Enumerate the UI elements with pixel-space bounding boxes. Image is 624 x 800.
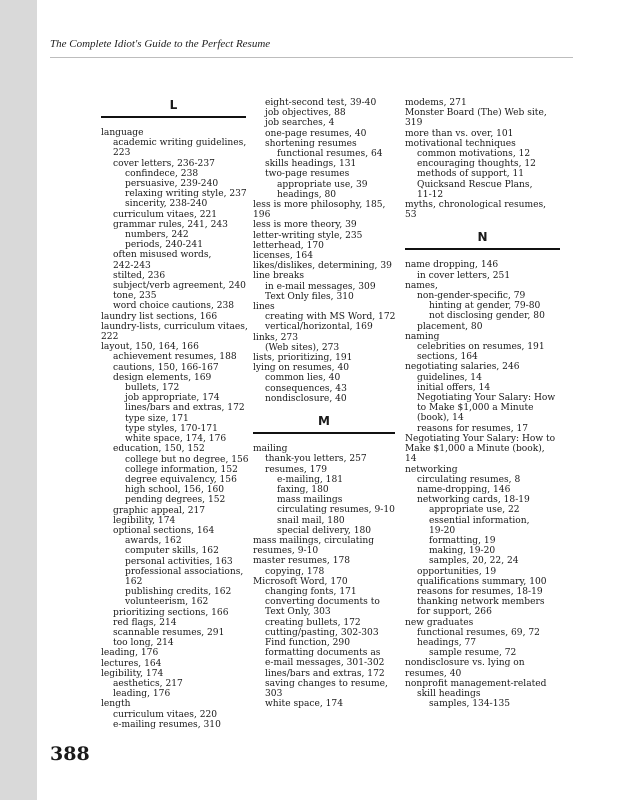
index-subentry: job searches, 4 [265,118,335,129]
index-entry-continuation: 196 [253,210,271,221]
index-subentry: Negotiating Your Salary: How [417,393,556,404]
index-subentry: common motivations, 12 [417,149,531,160]
index-column-2 [253,98,395,709]
index-subentry: white space, 174, 176 [125,434,227,445]
index-subentry: graphic appeal, 217 [113,505,206,516]
section-heading-n [405,230,560,260]
index-subentry: white space, 174 [265,699,343,710]
page-gutter [0,0,37,800]
index-subentry: professional associations, [125,566,244,577]
index-entry: laundry-lists, curriculum vitaes, [101,321,248,332]
index-subentry: common lies, 40 [265,373,341,384]
section-spacer [253,404,395,414]
index-subentry: achievement resumes, 188 [113,352,237,363]
section-rule [101,116,246,118]
index-subentry: personal activities, 163 [125,556,233,567]
page-number: 388 [50,743,90,765]
index-subentry: high school, 156, 160 [125,485,225,496]
index-subentry: persuasive, 239-240 [125,179,219,190]
index-subentry: resumes, 179 [265,464,328,475]
index-subentry: in e-mail messages, 309 [265,281,376,292]
index-subentry: functional resumes, 64 [277,149,383,160]
index-entry: lying on resumes, 40 [253,363,350,374]
index-subentry: lines/bars and extras, 172 [265,668,385,679]
section-letter: L [169,98,178,112]
index-subentry: skills headings, 131 [265,159,357,170]
index-entry: line breaks [253,271,305,282]
index-entry: layout, 150, 164, 166 [101,342,199,353]
index-subentry: e-mailing resumes, 310 [113,719,221,730]
index-subentry: pending degrees, 152 [125,495,226,506]
index-entry: length [101,699,131,710]
index-subentry: sections, 164 [417,352,478,363]
index-subentry: headings, 80 [277,189,337,200]
index-entry-continuation: 19-20 [429,525,456,536]
index-subentry: not disclosing gender, 80 [429,311,545,322]
index-subentry: relaxing writing style, 237 [125,189,247,200]
index-entry-continuation: e-mail messages, 301-302 [265,658,385,669]
index-entry: naming [405,331,440,342]
index-subentry: opportunities, 19 [417,566,497,577]
index-subentry: essential information, [429,515,530,526]
index-subentry: cautions, 150, 166-167 [113,362,219,373]
index-subentry: sample resume, 72 [429,648,517,659]
index-subentry: curriculum vitaes, 221 [113,209,218,220]
index-subentry: job appropriate, 174 [125,393,220,404]
section-heading-l [101,98,246,128]
section-heading-m [253,414,395,444]
index-subentry: degree equivalency, 156 [125,474,237,485]
index-subentry: placement, 80 [417,321,483,332]
index-entry: master resumes, 178 [253,556,351,567]
index-subentry: computer skills, 162 [125,546,219,557]
index-subentry: bullets, 172 [125,383,180,394]
index-subentry: education, 150, 152 [113,444,205,455]
section-spacer [405,220,560,230]
index-entry: licenses, 164 [253,251,314,262]
index-entry: laundry list sections, 166 [101,311,218,322]
index-subentry: two-page resumes [265,169,350,180]
index-subentry: prioritizing sections, 166 [113,607,229,618]
index-entry: networking [405,464,458,475]
index-subentry: formatting, 19 [429,535,496,546]
index-subentry: eight-second test, 39-40 [265,98,377,108]
index-subentry: one-page resumes, 40 [265,128,367,139]
index-subentry: grammar rules, 241, 243 [113,219,228,230]
index-subentry: publishing credits, 162 [125,587,232,598]
index-entry: leading, 176 [101,648,159,659]
index-subentry: stilted, 236 [113,270,166,281]
index-subentry: tone, 235 [113,291,157,302]
index-subentry: encouraging thoughts, 12 [417,159,536,170]
index-entry: name dropping, 146 [405,260,499,271]
index-subentry: numbers, 242 [125,230,189,241]
index-column-1 [101,98,249,730]
index-subentry: lines/bars and extras, 172 [125,403,245,414]
index-entry: nonprofit management-related [405,678,547,689]
index-subentry: saving changes to resume, [265,678,388,689]
index-entry: lectures, 164 [101,658,162,669]
index-entry: mailing [253,444,288,455]
index-entry-continuation: 319 [405,118,423,129]
index-entry: less is more theory, 39 [253,220,357,231]
index-subentry: thank-you letters, 257 [265,454,367,465]
index-entry-continuation: Text Only, 303 [265,607,331,618]
index-subentry: changing fonts, 171 [265,586,357,597]
index-subentry: non-gender-specific, 79 [417,291,526,302]
index-entry: language [101,128,144,138]
index-entry: links, 273 [253,332,298,343]
running-header: The Complete Idiot's Guide to the Perfect Resume [50,38,271,50]
index-entry: less is more philosophy, 185, [253,200,386,211]
index-subentry: academic writing guidelines, [113,138,247,149]
index-subentry: functional resumes, 69, 72 [417,627,540,638]
index-subentry: consequences, 43 [265,383,347,394]
index-subentry: appropriate use, 22 [429,505,520,516]
index-subentry: too long, 214 [113,638,174,649]
index-subentry: Quicksand Rescue Plans, [417,179,533,190]
index-subentry: volunteerism, 162 [125,597,209,608]
index-entry: nondisclosure vs. lying on [405,658,525,669]
index-subentry: to Make $1,000 a Minute [417,403,534,414]
section-letter: N [477,230,488,245]
index-subentry: vertical/horizontal, 169 [265,322,373,333]
index-subentry: thanking network members [417,597,545,608]
index-subentry: job objectives, 88 [265,108,346,119]
index-subentry: in cover letters, 251 [417,270,511,281]
index-subentry: red flags, 214 [113,617,177,628]
index-subentry: (book), 14 [417,413,464,424]
index-subentry: copying, 178 [265,566,325,577]
index-subentry: design elements, 169 [113,372,212,383]
index-subentry: headings, 77 [417,637,477,648]
index-entry: mass mailings, circulating [253,535,375,546]
index-subentry: cover letters, 236-237 [113,158,215,169]
index-subentry: creating with MS Word, 172 [265,312,396,323]
index-entry: modems, 271 [405,98,467,108]
index-entry: Negotiating Your Salary: How to [405,433,556,444]
index-subentry: faxing, 180 [277,484,329,495]
index-entry: negotiating salaries, 246 [405,362,520,373]
index-subentry: celebrities on resumes, 191 [417,342,545,353]
index-subentry: aesthetics, 217 [113,678,183,689]
index-subentry: initial offers, 14 [417,382,491,393]
index-subentry: awards, 162 [125,536,182,547]
index-subentry: methods of support, 11 [417,169,525,180]
index-subentry: scannable resumes, 291 [113,627,225,638]
section-rule [253,432,395,434]
index-subentry: formatting documents as [265,648,381,659]
index-subentry: type size, 171 [125,413,189,424]
index-entry-continuation: 303 [265,688,283,699]
index-subentry: nondisclosure, 40 [265,393,347,404]
index-entry-continuation: 53 [405,210,417,221]
section-letter: M [318,414,330,429]
index-subentry: college information, 152 [125,464,238,475]
index-entry: new graduates [405,617,474,628]
index-subentry: name-dropping, 146 [417,484,511,495]
index-entry-continuation: for support, 266 [417,607,492,618]
index-entry: motivational techniques [405,138,516,149]
index-entry: lines [253,302,275,313]
index-subentry: samples, 20, 22, 24 [429,556,519,567]
index-subentry: qualifications summary, 100 [417,576,547,587]
index-subentry: subject/verb agreement, 240 [113,281,246,292]
index-subentry: mass mailings [277,495,343,506]
index-entry-continuation: resumes, 40 [405,668,462,679]
index-subentry: curriculum vitaes, 220 [113,709,218,720]
index-subentry: making, 19-20 [429,546,496,557]
index-subentry: often misused words, [113,250,212,261]
index-entry: letterhead, 170 [253,240,324,251]
index-subentry: Find function, 290 [265,637,350,648]
index-entry: Microsoft Word, 170 [253,576,348,587]
index-entry: lists, prioritizing, 191 [253,353,353,364]
index-subentry: type styles, 170-171 [125,423,218,434]
index-subentry: cutting/pasting, 302-303 [265,627,379,638]
index-entry: Monster Board (The) Web site, [405,108,547,119]
index-subentry: circulating resumes, 8 [417,474,521,485]
index-subentry: appropriate use, 39 [277,179,368,190]
index-subentry: sincerity, 238-240 [125,199,208,210]
index-subentry: periods, 240-241 [125,240,203,251]
index-column-3 [405,98,560,709]
index-entry: myths, chronological resumes, [405,200,547,211]
index-subentry: Text Only files, 310 [265,291,354,302]
index-subentry: leading, 176 [113,689,171,700]
index-subentry: snail mail, 180 [277,515,345,526]
index-subentry: confindece, 238 [125,168,199,179]
index-subentry: samples, 134-135 [429,699,511,710]
index-entry-continuation: 162 [125,576,143,587]
index-subentry: reasons for resumes, 18-19 [417,586,543,597]
index-subentry: legibility, 174 [113,515,176,526]
section-rule [405,248,560,250]
index-subentry: reasons for resumes, 17 [417,423,529,434]
index-entry-continuation: 242-243 [113,260,151,271]
index-subentry: networking cards, 18-19 [417,495,530,506]
index-subentry: converting documents to [265,597,380,608]
index-subentry: skill headings [417,688,481,699]
index-entry-continuation: 11-12 [417,189,444,200]
index-subentry: circulating resumes, 9-10 [277,505,395,516]
index-entry: legibility, 174 [101,668,164,679]
index-subentry: college but no degree, 156 [125,454,249,465]
header-rule [50,57,573,58]
index-entry-continuation: resumes, 9-10 [253,546,319,557]
index-subentry: e-mailing, 181 [277,474,344,485]
index-subentry: word choice cautions, 238 [113,301,235,312]
index-entry-continuation: 223 [113,148,131,159]
index-subentry: optional sections, 164 [113,525,215,536]
index-entry-continuation: Make $1,000 a Minute (book), [405,444,545,455]
index-entry-continuation: 14 [405,454,417,465]
index-subentry: shortening resumes [265,138,357,149]
index-subentry: creating bullets, 172 [265,617,361,628]
index-subentry: guidelines, 14 [417,372,482,383]
index-subentry: special delivery, 180 [277,525,372,536]
index-entry: names, [405,280,438,291]
index-entry: more than vs. over, 101 [405,128,514,139]
index-entry-continuation: 222 [101,332,119,343]
index-subentry: hinting at gender, 79-80 [429,301,541,312]
index-entry: letter-writing style, 235 [253,230,363,241]
index-subentry: (Web sites), 273 [265,342,340,353]
index-entry: likes/dislikes, determining, 39 [253,261,392,272]
